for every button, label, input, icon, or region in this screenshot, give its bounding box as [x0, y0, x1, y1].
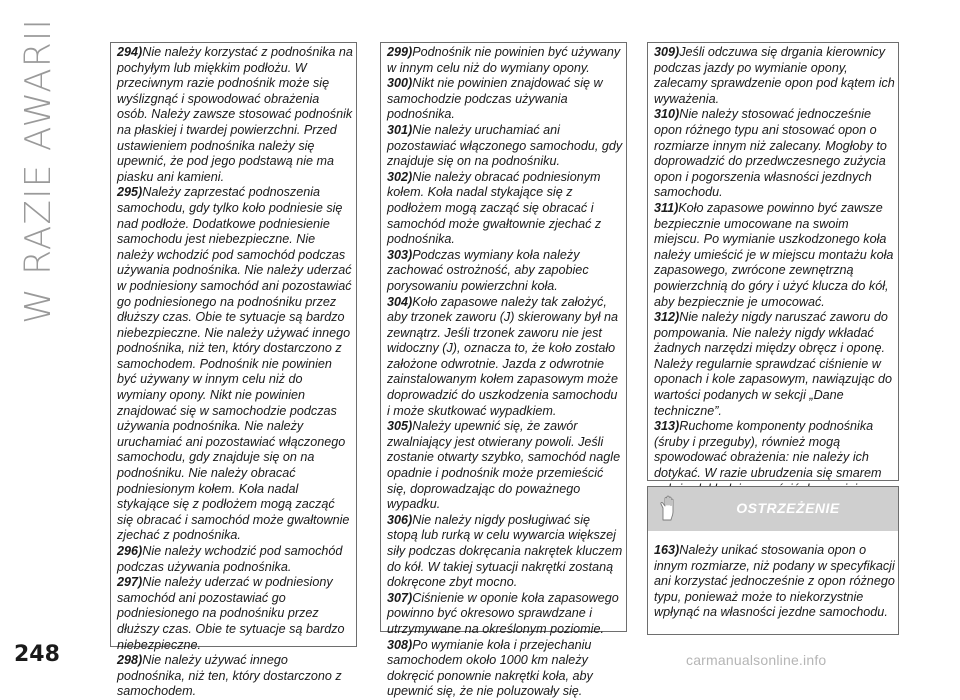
note-item [387, 638, 623, 700]
note-item [387, 45, 623, 76]
warning-title: OSTRZEŻENIE [736, 500, 840, 517]
note-number: 299) [387, 45, 413, 59]
note-text: Podczas wymiany koła należy zachować ostrożność, aby zapobiec porysowaniu powierzchni koła. [387, 247, 589, 293]
note-number: 308) [387, 637, 413, 652]
note-number: 310) [654, 107, 680, 122]
note-item [117, 45, 353, 185]
note-text: Nie należy uruchamiać ani pozostawiać włączonego samochodu, gdy znajduje się on na podnośniku. [387, 122, 623, 169]
page-number: 248 [14, 642, 60, 667]
note-text: Nikt nie powinien znajdować się w samochodzie podczas używania podnośnika. [387, 76, 603, 122]
note-text: Po wymianie koła i przejechaniu samochodem około 1000 km należy dokręcić ponownie nakrętki koła, aby upewnić się, że nie poluzowały się. [387, 637, 593, 699]
note-item [117, 653, 353, 700]
note-text: Podnośnik nie powinien być używany w innym celu niż do wymiany opony. [387, 45, 621, 75]
note-number: 303) [387, 247, 413, 262]
note-text: Należy upewnić się, że zawór zwalniający jest otwierany powoli. Jeśli zostanie otwarty szybko, samochód nagle opadnie i podnośnik może przemieścić się, doprowadzając do poważnego wypadku. [387, 419, 621, 512]
note-text: Ruchome komponenty podnośnika (śruby i przeguby), również mogą spowodować obrażenia: nie należy ich dotykać. W razie ubrudzenia się smarem [654, 419, 882, 481]
section-title-text: W RAZIE AWARII [17, 18, 59, 324]
note-number: 313) [654, 419, 680, 434]
note-text: Nie należy używać innego podnośnika, niż ten, który dostarczono z samochodem. [117, 653, 342, 699]
note-item [387, 295, 623, 420]
note-text: Koło zapasowe powinno być zawsze bezpiecznie umocowane na swoim miejscu. Po wymianie uszkodzonego koła należy umieścić je w miejscu montażu koła zapasowego, zwrócone zewnętrzną powierzchnią do góry i użyć klucza do kół, aby bezpiecznie je umocować. [654, 200, 894, 309]
note-text: Nie należy stosować jednocześnie opon różnego typu ani stosować opon o rozmiarze innym niż zalecany. Mogłoby to doprowadzić do przedwczesnego zużycia opon i pogorszenia własności jezdnych samochodu. [654, 107, 887, 200]
note-item [387, 513, 623, 591]
notes-column-2 [380, 42, 627, 699]
note-item [387, 248, 623, 295]
warning-hand-icon [654, 493, 684, 523]
warning-header [648, 487, 898, 531]
note-number: 305) [387, 419, 413, 434]
note-text: Nie należy uderzać w podniesiony samochód ani pozostawiać go podniesionego na podnośniku przez dłuższy czas. Obie te sytuacje są bardzo niebezpieczne. [117, 575, 345, 652]
warning-box [647, 486, 899, 635]
note-number: 300) [387, 76, 413, 91]
note-text: Nie należy korzystać z podnośnika na pochyłym lub miękkim podłożu. W przeciwnym razie podnośnik może się wyślizgnąć i spowodować obrażenia osób. Należy zawsze stosować podnośnik na płaskiej i twardej powierzchni. Przed ustawieniem podnośnika należy się upewnić, że pod jego podstawą nie ma piasku ani kamieni. [117, 45, 353, 184]
note-number: 298) [117, 653, 143, 668]
note-number: 302) [387, 169, 413, 184]
note-number: 307) [387, 590, 413, 605]
note-number: 297) [117, 575, 143, 590]
note-number: 294) [117, 45, 143, 59]
watermark-url: carmanualsonline.info [686, 652, 827, 668]
note-number: 301) [387, 122, 413, 137]
note-text: Jeśli odczuwa się drgania kierownicy podczas jazdy po wymianie opony, zalecamy sprawdzenie opon pod kątem ich wyważenia. [654, 45, 895, 106]
note-number: 295) [117, 185, 143, 200]
notes-column-3 [647, 42, 899, 481]
note-number: 296) [117, 544, 143, 558]
note-item [654, 201, 895, 310]
note-text: Nie należy wchodzić pod samochód podczas używania podnośnika. [117, 544, 343, 574]
note-text: Koło zapasowe należy tak założyć, aby trzonek zaworu (J) skierowany był na zewnątrz. Jeśli trzonek zaworu nie jest widoczny (J), oznacza to, że koło zostało założone odwrotnie. Jazda z odwrotnie zainstalowanym kołem zapasowym może doprowadzić do uszkodzenia samochodu i może skutkować wypadkiem. [387, 294, 618, 418]
warning-text: Należy unikać stosowania opon o innym rozmiarze, niż podany w specyfikacji ani korzystać jednocześnie z opon różnego typu, ponieważ może to niekorzystnie wpłynąć na własności jezdne samochodu. [654, 543, 895, 620]
note-item [387, 76, 623, 123]
note-item [654, 107, 895, 201]
note-item [654, 310, 895, 419]
note-item [387, 170, 623, 248]
note-item [117, 185, 353, 544]
note-number: 304) [387, 294, 413, 309]
note-text: Nie należy obracać podniesionym kołem. Koła nadal stykające się z podłożem mogą zacząć się obracać i samochód może gwałtownie zjechać z podnośnika. [387, 169, 602, 247]
note-number: 312) [654, 310, 680, 325]
note-item [387, 123, 623, 170]
warning-number: 163) [654, 543, 680, 557]
note-number: 306) [387, 512, 413, 527]
note-item [654, 45, 895, 107]
note-item [117, 544, 353, 575]
note-number: 309) [654, 45, 680, 59]
note-number: 311) [654, 200, 679, 215]
notes-column-1 [110, 42, 357, 699]
note-text: Nie należy nigdy naruszać zaworu do pompowania. Nie należy nigdy wkładać żadnych narzędzi między obręcz i oponę. Należy regularnie sprawdzać ciśnienie w oponach i kole zapasowym, nawiązując do wartości podanych w sekcji „Dane techniczne”. [654, 310, 893, 418]
note-item [387, 419, 623, 513]
note-item [117, 575, 353, 653]
warning-note [654, 543, 895, 621]
note-text: Ciśnienie w oponie koła zapasowego powinno być okresowo sprawdzane i utrzymywane na określonym poziomie. [387, 590, 619, 636]
note-item [387, 591, 623, 638]
note-text: Nie należy nigdy posługiwać się stopą lub rurką w celu wywarcia większej siły podczas dokręcania nakrętek kluczem do kół. W takiej sytuacji nakrętki zostaną dokręcone zbyt mocno. [387, 512, 623, 590]
note-text: Należy zaprzestać podnoszenia samochodu, gdy tylko koło podniesie się nad podłoże. Dodatkowe podniesienie samochodu jest niebezpieczne. Nie należy wchodzić pod samochód podczas używania podnośnika. Nie należy uderzać w podniesiony samochód ani pozostawiać go podniesionego na podnośniku przez dłuższy czas. Obie te sytuacje są bardzo niebezpieczne. Nie należy używać innego podnośnika, niż ten, który dostarczono z samochodem. Podnośnik nie powinien być używany w innym celu niż do wymiany opony. Nikt nie powinien znajdować się w samochodzie podczas używania podnośnika. Nie należy uruchamiać ani pozostawiać włączonego samochodu, gdy znajduje się on na podnośniku. Nie należy obracać podniesionym kołem. Koła nadal stykające się z podłożem mogą zacząć się obracać i samochód może gwałtownie zjechać z podnośnika. [117, 185, 352, 543]
warning-body [648, 531, 898, 621]
section-title [8, 18, 68, 324]
